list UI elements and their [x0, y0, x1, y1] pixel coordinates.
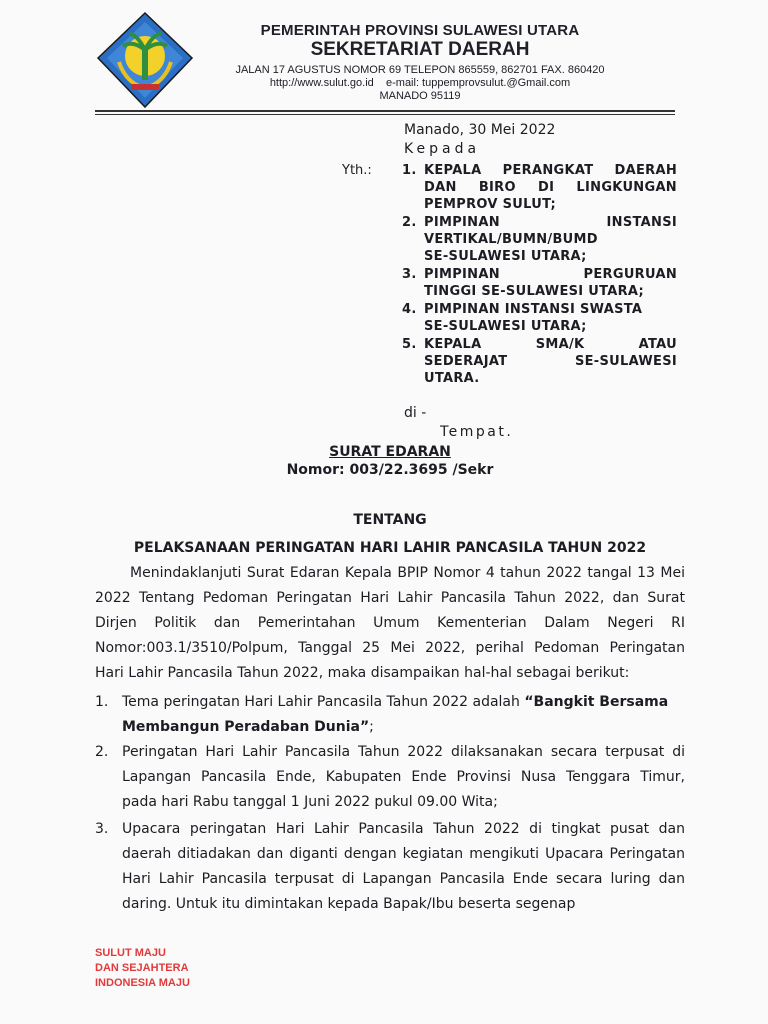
paragraph-line: Hari Lahir Pancasila Tahun 2022, maka disampaikan hal-hal sebagai berikut:: [95, 665, 630, 681]
letterhead-city: MANADO 95119: [379, 90, 461, 102]
point-theme-bold: “Bangkit Bersama: [524, 694, 669, 710]
footer-line: DAN SEJAHTERA: [95, 962, 189, 974]
paragraph-line: Lapangan Pancasila Ende, Kabupaten Ende Provinsi Nusa Tenggara Timur,: [122, 769, 685, 785]
addressee-line: VERTIKAL/BUMN/BUMD: [424, 232, 598, 247]
tentang-heading: TENTANG: [353, 512, 427, 528]
letterhead-secretariat: SEKRETARIAT DAERAH: [310, 39, 530, 60]
provincial-emblem-logo: [95, 10, 195, 110]
footer-line: INDONESIA MAJU: [95, 977, 190, 989]
addressee-list: [402, 162, 677, 388]
paragraph-line: Upacara peringatan Hari Lahir Pancasila Tahun 2022 di tingkat pusat dan: [122, 821, 685, 837]
subject-heading: PELAKSANAAN PERINGATAN HARI LAHIR PANCASILA TAHUN 2022: [133, 540, 647, 556]
point-number: 3.: [95, 821, 109, 837]
point-theme-bold: Membangun Peradaban Dunia”: [122, 719, 370, 735]
addressee-line: PIMPINAN PERGURUAN: [424, 267, 677, 282]
circular-title-text: SURAT EDARAN: [329, 444, 451, 460]
tempat-label: Tempat.: [440, 424, 514, 440]
letter-date: Manado, 30 Mei 2022: [404, 122, 556, 138]
addressee-number: 3.: [402, 267, 417, 282]
intro-paragraph: [95, 561, 685, 686]
addressee-item: [402, 214, 677, 265]
letterhead-website: http://www.sulut.go.id: [269, 77, 374, 89]
paragraph-line: Nomor:003.1/3510/Polpum, Tanggal 25 Mei 2022, perihal Pedoman Peringatan: [95, 640, 685, 656]
yth-label: Yth.:: [342, 163, 372, 178]
addressee-number: 4.: [402, 302, 417, 317]
circular-number: Nomor: 003/22.3695 /Sekr: [286, 462, 494, 478]
point-number: 1.: [95, 694, 109, 710]
addressee-line: UTARA.: [424, 371, 480, 386]
addressee-line: KEPALA PERANGKAT DAERAH: [424, 163, 677, 178]
paragraph-line: daring. Untuk itu dimintakan kepada Bapak/Ibu beserta segenap: [122, 896, 576, 912]
point-number: 2.: [95, 744, 109, 760]
paragraph-line: [122, 715, 685, 740]
paragraph-line: daerah ditiadakan dan diganti dengan kegiatan mengikuti Upacara Peringatan: [122, 846, 685, 862]
addressee-line: PEMPROV SULUT;: [424, 197, 557, 212]
addressee-number: 5.: [402, 337, 417, 352]
paragraph-line: Peringatan Hari Lahir Pancasila Tahun 2022 dilaksanakan secara terpusat di: [122, 744, 685, 760]
addressee-line: KEPALA SMA/K ATAU: [424, 337, 677, 352]
addressee-number: 1.: [402, 163, 417, 178]
letterhead-contact: [200, 77, 640, 89]
letterhead-rule-thick: [95, 110, 675, 112]
letterhead-address: JALAN 17 AGUSTUS NOMOR 69 TELEPON 865559, 862701 FAX. 860420: [235, 64, 605, 76]
paragraph-line: pada hari Rabu tanggal 1 Juni 2022 pukul 09.00 Wita;: [122, 794, 498, 810]
paragraph-line: [122, 690, 685, 715]
addressee-line: SEDERAJAT SE-SULAWESI: [424, 354, 677, 369]
addressee-item: [402, 336, 677, 387]
letterhead-email: e-mail: tuppemprovsulut.@Gmail.com: [386, 77, 571, 89]
paragraph-line: 2022 Tentang Pedoman Peringatan Hari Lahir Pancasila Tahun 2022, dan Surat: [95, 590, 685, 606]
di-label: di -: [404, 405, 427, 421]
addressee-line: DAN BIRO DI LINGKUNGAN: [424, 180, 677, 195]
addressee-line: SE-SULAWESI UTARA;: [424, 249, 587, 264]
kepada-label: Kepada: [404, 141, 481, 157]
addressee-item: [402, 266, 677, 300]
paragraph-line: Dirjen Politik dan Pemerintahan Umum Kementerian Dalam Negeri RI: [95, 615, 685, 631]
addressee-line: TINGGI SE-SULAWESI UTARA;: [424, 284, 645, 299]
footer-line: SULUT MAJU: [95, 947, 166, 959]
point-text: Tema peringatan Hari Lahir Pancasila Tahun 2022 adalah: [122, 694, 525, 710]
addressee-line: SE-SULAWESI UTARA;: [424, 319, 587, 334]
footer-slogan: [95, 946, 190, 991]
circular-title: [250, 444, 530, 460]
point-text: ;: [369, 719, 374, 735]
letterhead-government: PEMERINTAH PROVINSI SULAWESI UTARA: [260, 22, 580, 39]
addressee-line: PIMPINAN INSTANSI SWASTA: [424, 302, 643, 317]
paragraph-line: Hari Lahir Pancasila terpusat di Lapangan Pancasila Ende secara luring dan: [122, 871, 685, 887]
addressee-number: 2.: [402, 215, 417, 230]
addressee-item: [402, 162, 677, 213]
paragraph-line: Menindaklanjuti Surat Edaran Kepala BPIP Nomor 4 tahun 2022 tangal 13 Mei: [130, 565, 685, 581]
addressee-item: [402, 301, 677, 335]
addressee-line: PIMPINAN INSTANSI: [424, 215, 677, 230]
letterhead-rule-thin: [95, 114, 675, 115]
